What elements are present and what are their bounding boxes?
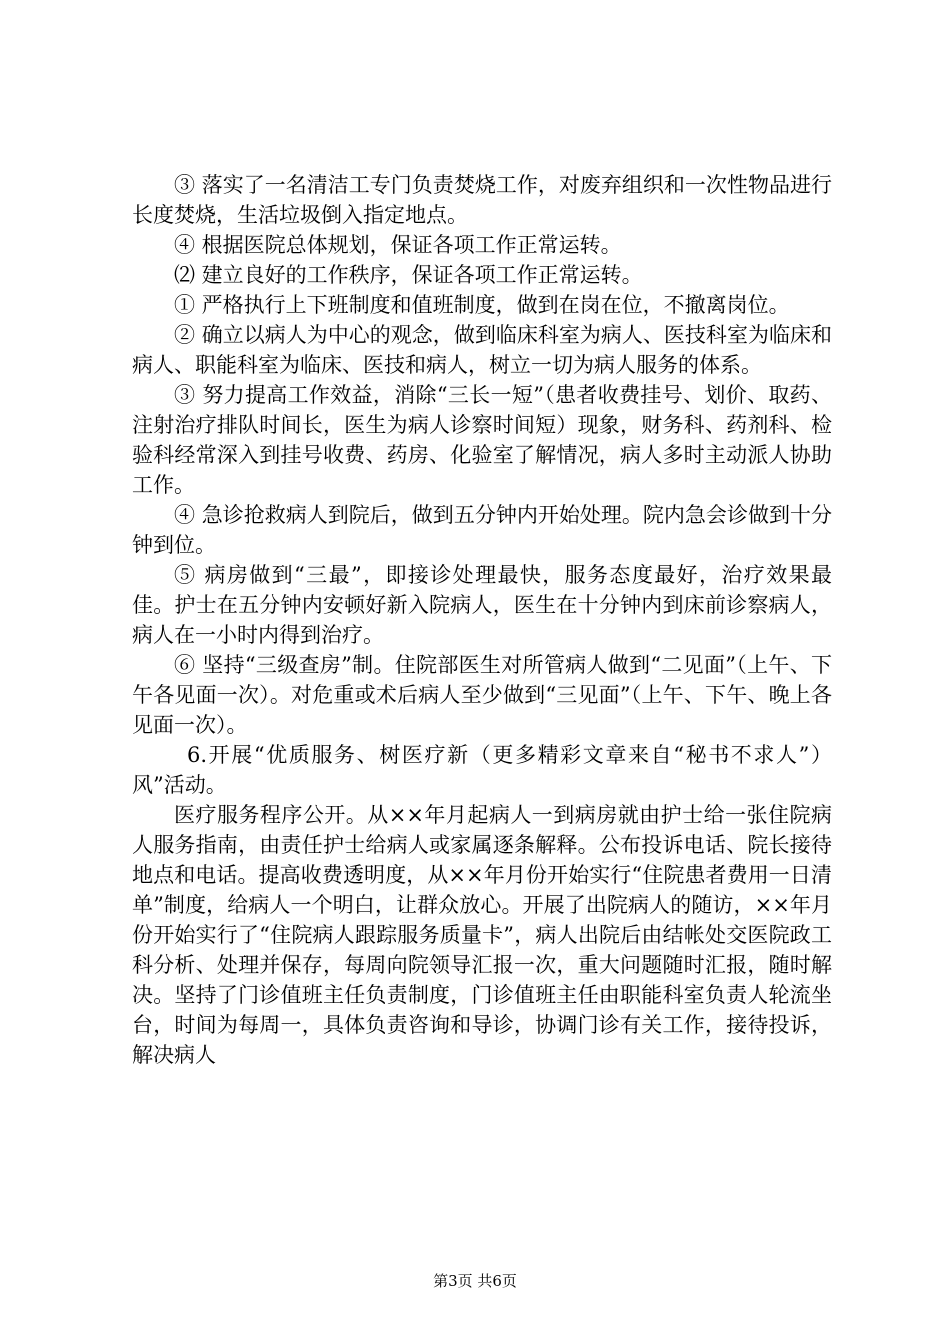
paragraph-section-2-heading: ⑵ 建立良好的工作秩序，保证各项工作正常运转。 — [174, 263, 643, 287]
page-number-label: 第3页 共6页 — [433, 1272, 517, 1290]
paragraph-section-6-heading: 6.开展“优质服务、树医疗新（更多精彩文章来自“秘书不求人”）风”活动。 — [132, 743, 832, 797]
paragraph-item-3-burning: ③ 落实了一名清洁工专门负责焚烧工作，对废弃组织和一次性物品进行长度焚烧，生活垃圾倒入指定地点。 — [132, 173, 832, 227]
paragraph-item-5-ward: ⑤ 病房做到“三最”，即接诊处理最快，服务态度最好，治疗效果最佳。护士在五分钟内安顿好新入院病人，医生在十分钟内到床前诊察病人，病人在一小时内得到治疗。 — [132, 563, 832, 647]
document-body — [132, 170, 832, 1070]
page-footer — [0, 1271, 950, 1291]
paragraph-item-2-patient-centered: ② 确立以病人为中心的观念，做到临床科室为病人、医技科室为临床和病人、职能科室为临床、医技和病人，树立一切为病人服务的体系。 — [132, 323, 832, 377]
paragraph-item-4-planning: ④ 根据医院总体规划，保证各项工作正常运转。 — [174, 233, 622, 257]
paragraph-item-3-efficiency: ③ 努力提高工作效益，消除“三长一短”（患者收费挂号、划价、取药、注射治疗排队时间长，医生为病人诊察时间短）现象，财务科、药剂科、检验科经常深入到挂号收费、药房、化验室了解情况，病人多时主动派人协助工作。 — [132, 383, 832, 497]
paragraph-item-1-duty: ① 严格执行上下班制度和值班制度，做到在岗在位，不撤离岗位。 — [174, 293, 790, 317]
paragraph-item-4-emergency: ④ 急诊抢救病人到院后，做到五分钟内开始处理。院内急会诊做到十分钟到位。 — [132, 503, 832, 557]
paragraph-item-6-ward-rounds: ⑥ 坚持“三级查房”制。住院部医生对所管病人做到“二见面”（上午、下午各见面一次）。对危重或术后病人至少做到“三见面”（上午、下午、晚上各见面一次）。 — [132, 653, 832, 737]
paragraph-service-transparency: 医疗服务程序公开。从××年月起病人一到病房就由护士给一张住院病人服务指南，由责任护士给病人或家属逐条解释。公布投诉电话、院长接待地点和电话。提高收费透明度，从××年月份开始实行“住院患者费用一日清单”制度，给病人一个明白，让群众放心。开展了出院病人的随访，××年月份开始实行了“住院病人跟踪服务质量卡”，病人出院后由结帐处交医院政工科分析、处理并保存，每周向院领导汇报一次，重大问题随时汇报，随时解决。坚持了门诊值班主任负责制度，门诊值班主任由职能科室负责人轮流坐台，时间为每周一，具体负责咨询和导诊，协调门诊有关工作，接待投诉，解决病人 — [132, 803, 832, 1067]
